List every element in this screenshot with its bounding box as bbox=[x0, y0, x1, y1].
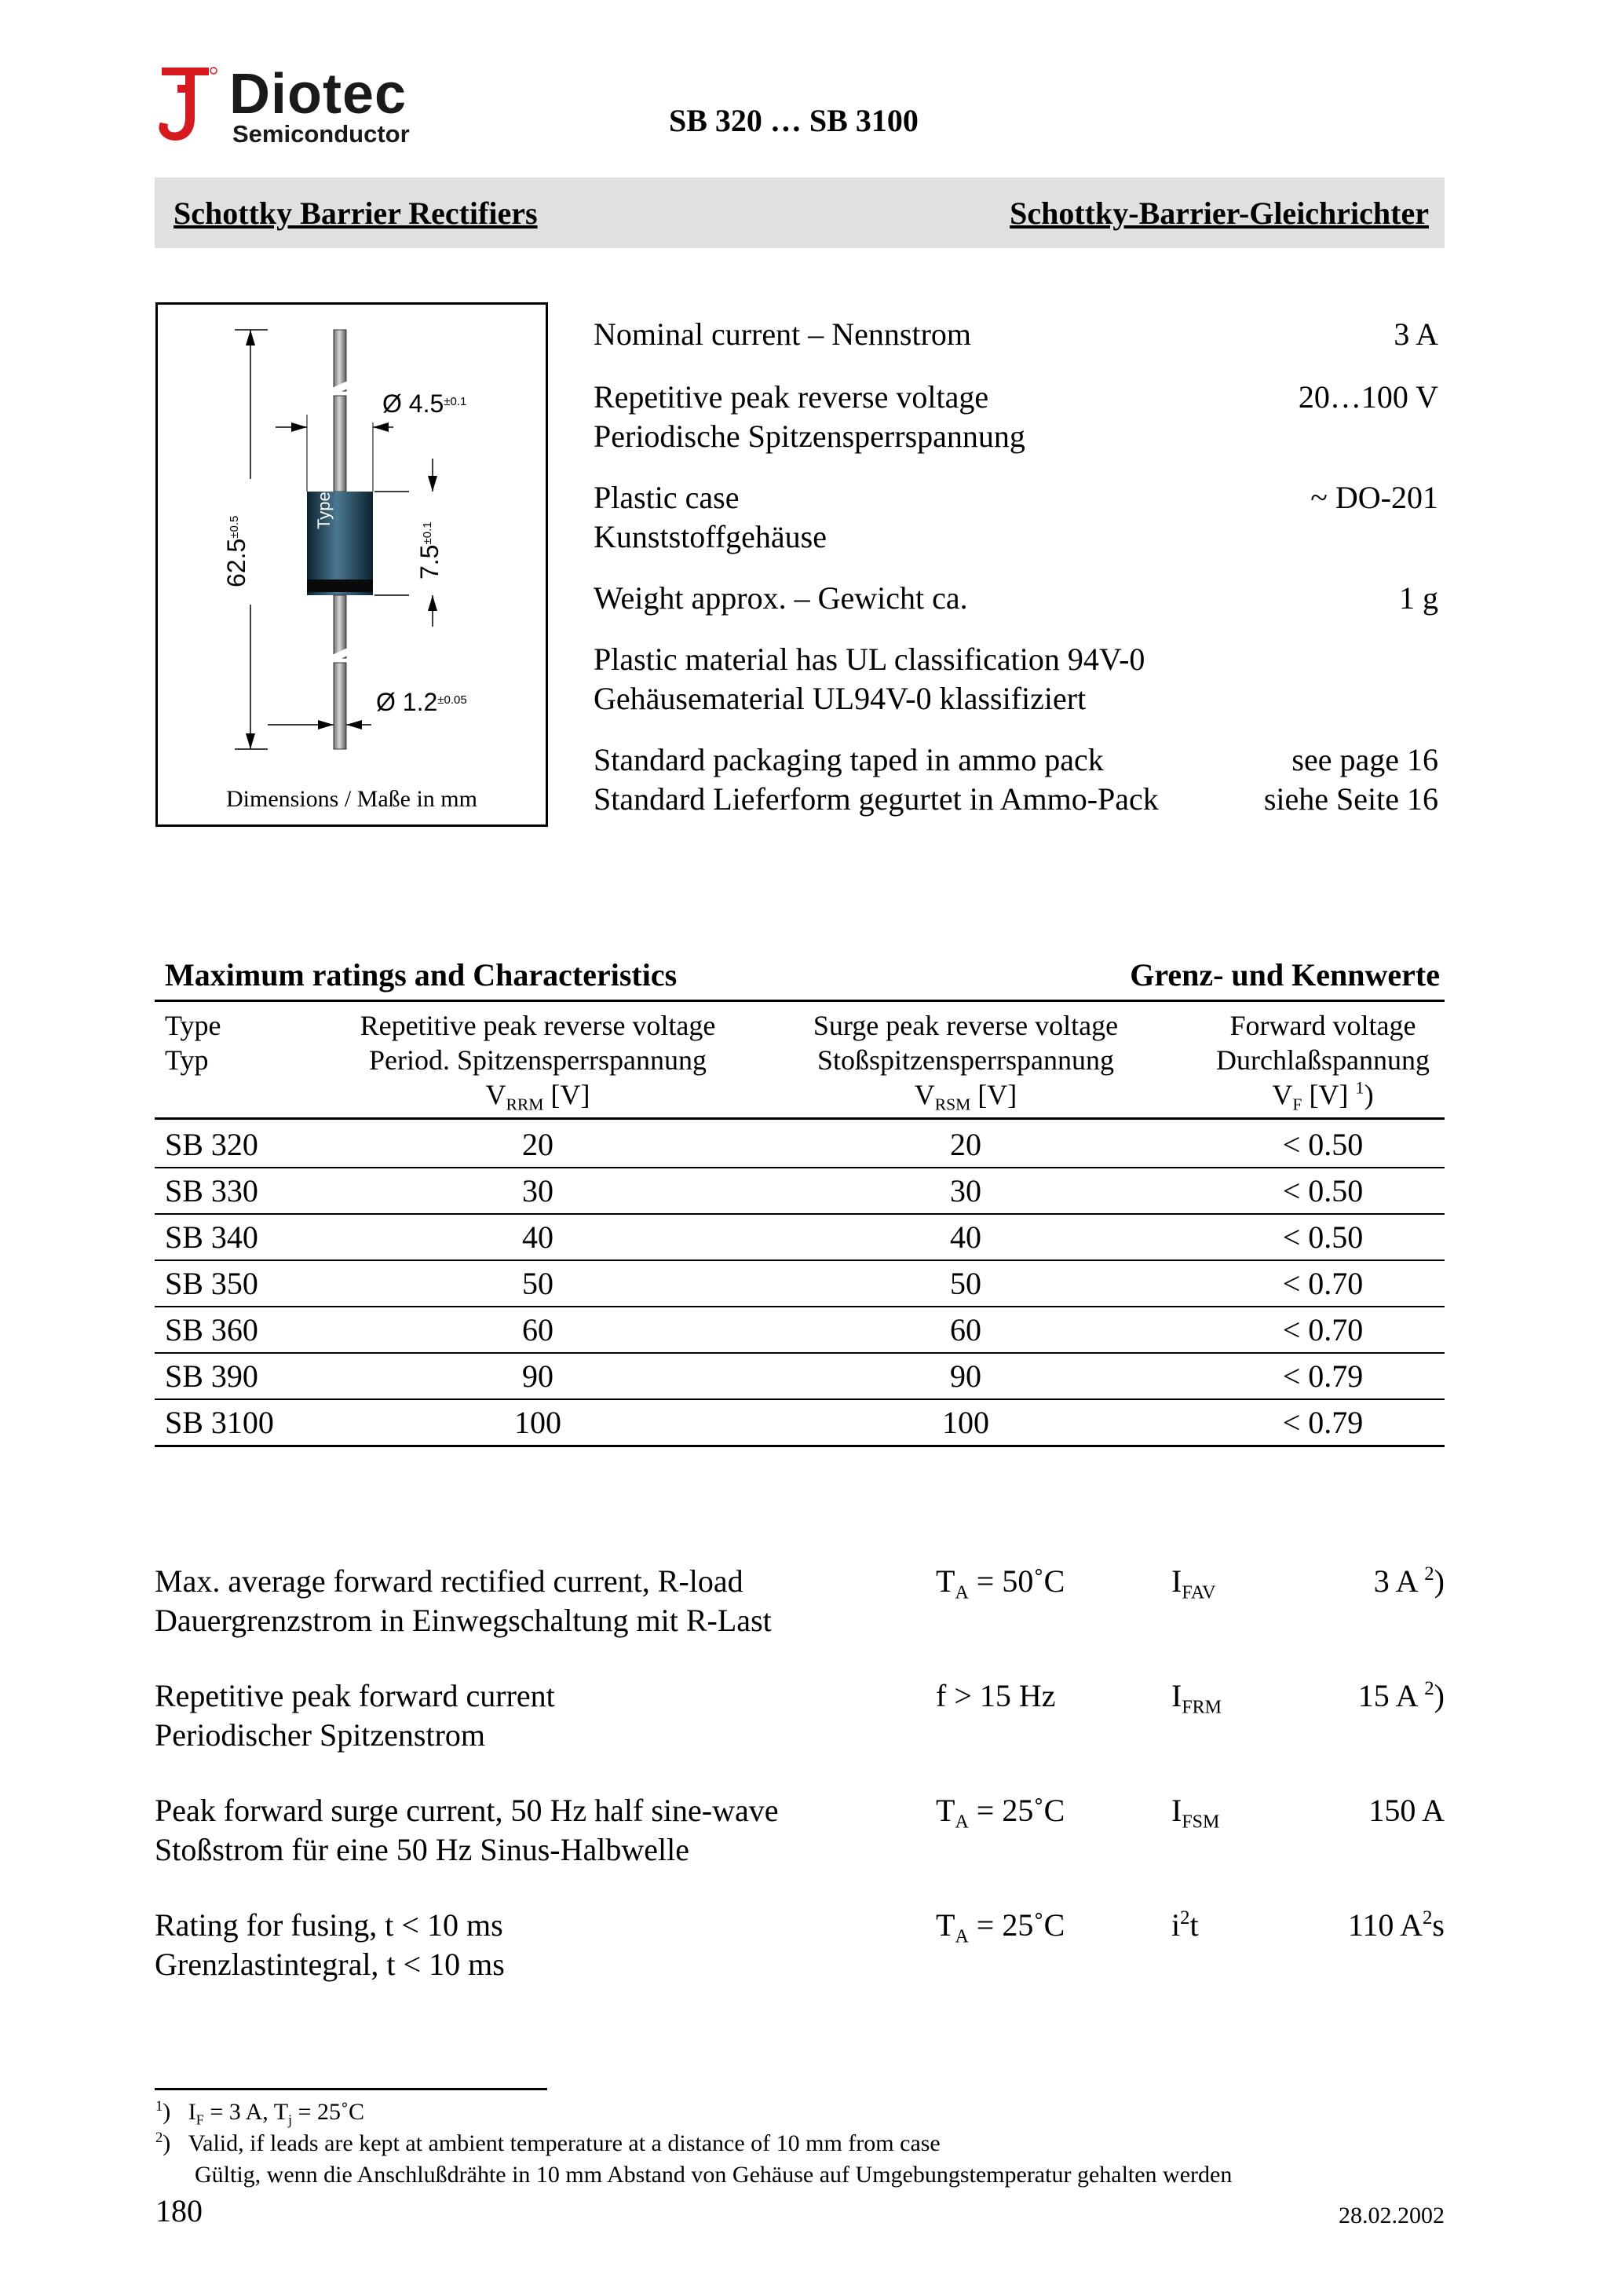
dim-body-diameter-tol: ±0.1 bbox=[444, 395, 467, 408]
rating-label: Max. average forward rectified current, R-load bbox=[155, 1563, 743, 1599]
rating-symbol: $I_{FRM}$ bbox=[1171, 1678, 1222, 1718]
dim-lead-diameter bbox=[376, 688, 467, 716]
footnote-rule bbox=[155, 2088, 547, 2090]
table-header-rule bbox=[155, 1117, 1445, 1120]
table-cell-type: SB 390 bbox=[165, 1358, 258, 1394]
table-cell: 60 bbox=[950, 1312, 981, 1347]
page-title: SB 320 … SB 3100 bbox=[669, 103, 919, 138]
rating-value: 3 A $^2$) bbox=[1373, 1563, 1445, 1599]
col-header-line: Surge peak reverse voltage bbox=[813, 1010, 1119, 1041]
diode-outline-drawing bbox=[158, 305, 546, 776]
dim-total-length-tol: ±0.5 bbox=[228, 515, 241, 539]
table-top-rule bbox=[155, 1000, 1445, 1002]
table-row-rule bbox=[155, 1398, 1445, 1400]
spec-nominal-current bbox=[594, 316, 1438, 353]
table-cell: 90 bbox=[522, 1358, 553, 1394]
spec-label-de: Kunststoffgehäuse bbox=[594, 519, 827, 554]
spec-reverse-voltage bbox=[594, 378, 1438, 457]
dim-lead-diameter-value: Ø 1.2 bbox=[376, 688, 438, 716]
rating-item bbox=[155, 1907, 1445, 1985]
table-cell: 60 bbox=[522, 1312, 553, 1347]
col-header-line-de: Durchlaßspannung bbox=[1216, 1044, 1430, 1076]
table-title-de: Grenz- und Kennwerte bbox=[1130, 957, 1440, 993]
rating-value: 110 $A^2s$ bbox=[1347, 1907, 1445, 1943]
spec-label: Weight approx. – Gewicht ca. bbox=[594, 580, 968, 616]
table-cell: 20 bbox=[950, 1127, 981, 1162]
table-row-rule bbox=[155, 1306, 1445, 1307]
table-cell: 20 bbox=[522, 1127, 553, 1162]
table-row-rule bbox=[155, 1352, 1445, 1354]
logo bbox=[154, 61, 437, 148]
table-cell-type: SB 350 bbox=[165, 1266, 258, 1301]
spec-ul-classification bbox=[594, 641, 1438, 719]
footnote-2: $^2$) Valid, if leads are kept at ambient temperature at a distance of 10 mm from case bbox=[155, 2129, 941, 2156]
table-cell-type: SB 360 bbox=[165, 1312, 258, 1347]
table-cell-type: SB 340 bbox=[165, 1219, 258, 1255]
footnote-1: $^1$) $I_F = 3$ A, $T_j$ = 25˚C bbox=[155, 2097, 364, 2128]
dim-body-length bbox=[415, 521, 444, 579]
col-header-symbol: $V_{RRM}$ [V] bbox=[485, 1079, 590, 1114]
spec-label-de: Standard Lieferform gegurtet in Ammo-Pack bbox=[594, 781, 1159, 817]
table-cell: < 0.50 bbox=[1282, 1219, 1364, 1255]
table-cell: 30 bbox=[522, 1173, 553, 1208]
spec-label: Repetitive peak reverse voltage bbox=[594, 379, 989, 415]
col-header-symbol: $V_F$ [V] $^1$) bbox=[1272, 1077, 1374, 1114]
title-banner bbox=[155, 177, 1445, 248]
table-row-rule bbox=[155, 1213, 1445, 1215]
spec-weight bbox=[594, 579, 1438, 617]
col-header-vrsm bbox=[754, 1008, 1178, 1112]
brand-name: Diotec bbox=[229, 63, 407, 126]
drawing-caption: Dimensions / Maße in mm bbox=[226, 786, 477, 812]
spec-label: Standard packaging taped in ammo pack bbox=[594, 742, 1104, 777]
rating-symbol: $I_{FSM}$ bbox=[1171, 1793, 1220, 1833]
rating-condition: $T_A$ = 50˚C bbox=[936, 1563, 1065, 1603]
col-header-line-de: Stoßspitzensperrspannung bbox=[817, 1044, 1114, 1076]
rating-value: 150 A bbox=[1368, 1793, 1445, 1828]
table-cell: < 0.70 bbox=[1282, 1312, 1364, 1347]
rating-item bbox=[155, 1677, 1445, 1756]
table-cell: 90 bbox=[950, 1358, 981, 1394]
spec-label-de: Periodische Spitzensperrspannung bbox=[594, 419, 1025, 454]
rating-label-de: Dauergrenzstrom in Einwegschaltung mit R-Last bbox=[155, 1603, 772, 1638]
dimension-drawing bbox=[155, 302, 548, 827]
spec-value-de: siehe Seite 16 bbox=[1263, 781, 1438, 817]
dim-body-length-tol: ±0.1 bbox=[421, 521, 434, 545]
dim-total-length bbox=[222, 516, 250, 587]
dim-body-diameter-value: Ø 4.5 bbox=[382, 389, 444, 418]
col-header-type bbox=[165, 1008, 322, 1077]
table-cell-type: SB 320 bbox=[165, 1127, 258, 1162]
rating-condition: $T_A$ = 25˚C bbox=[936, 1907, 1065, 1947]
rating-label: Peak forward surge current, 50 Hz half sine-wave bbox=[155, 1793, 779, 1828]
rating-symbol: $I_{FAV}$ bbox=[1171, 1563, 1216, 1603]
spec-value: ~ DO-201 bbox=[1310, 480, 1438, 515]
rating-label: Repetitive peak forward current bbox=[155, 1678, 555, 1713]
col-header-vrrm bbox=[314, 1008, 762, 1112]
col-header-line: Forward voltage bbox=[1229, 1010, 1416, 1041]
spec-packaging bbox=[594, 741, 1438, 820]
table-cell: 30 bbox=[950, 1173, 981, 1208]
table-cell: 50 bbox=[522, 1266, 553, 1301]
spec-value: 20…100 V bbox=[1298, 379, 1438, 415]
spec-plastic-case bbox=[594, 479, 1438, 558]
col-header-line: Type bbox=[165, 1010, 221, 1041]
rating-label-de: Stoßstrom für eine 50 Hz Sinus-Halbwelle bbox=[155, 1832, 689, 1867]
rating-label-de: Periodischer Spitzenstrom bbox=[155, 1717, 486, 1753]
dim-lead-diameter-tol: ±0.05 bbox=[437, 693, 467, 707]
spec-label-de: Gehäusematerial UL94V-0 klassifiziert bbox=[594, 681, 1087, 716]
rating-label-de: Grenzlastintegral, t < 10 ms bbox=[155, 1947, 505, 1982]
table-cell: < 0.70 bbox=[1282, 1266, 1364, 1301]
col-header-vf bbox=[1170, 1008, 1476, 1112]
footnote-2-de: Gültig, wenn die Anschlußdrähte in 10 mm Abstand von Gehäuse auf Umgebungstemperatur gehalten werden bbox=[195, 2162, 1233, 2188]
table-cell: 40 bbox=[522, 1219, 553, 1255]
page-number: 180 bbox=[155, 2193, 203, 2228]
table-row-rule bbox=[155, 1167, 1445, 1168]
banner-title-de: Schottky-Barrier-Gleichrichter bbox=[1010, 196, 1429, 231]
table-cell-type: SB 330 bbox=[165, 1173, 258, 1208]
table-cell-type: SB 3100 bbox=[165, 1405, 274, 1440]
revision-date: 28.02.2002 bbox=[1339, 2203, 1445, 2228]
rating-label: Rating for fusing, t < 10 ms bbox=[155, 1907, 503, 1943]
dim-body-length-value: 7.5 bbox=[415, 544, 444, 579]
table-row-rule bbox=[155, 1445, 1445, 1447]
diotec-logo-icon bbox=[154, 61, 220, 148]
dim-total-length-value: 62.5 bbox=[222, 538, 250, 587]
rating-item bbox=[155, 1792, 1445, 1870]
body-type-label: Type bbox=[314, 492, 334, 529]
table-cell: < 0.79 bbox=[1282, 1405, 1364, 1440]
rating-symbol: $i^2t$ bbox=[1171, 1907, 1199, 1943]
table-cell: < 0.79 bbox=[1282, 1358, 1364, 1394]
rating-condition: $T_A$ = 25˚C bbox=[936, 1793, 1065, 1833]
brand-subtitle: Semiconductor bbox=[232, 120, 410, 148]
spec-value: 1 g bbox=[1399, 580, 1438, 616]
table-cell: 50 bbox=[950, 1266, 981, 1301]
table-cell: 40 bbox=[950, 1219, 981, 1255]
spec-label: Plastic material has UL classification 94V-0 bbox=[594, 642, 1145, 677]
table-cell: < 0.50 bbox=[1282, 1173, 1364, 1208]
table-cell: 100 bbox=[942, 1405, 989, 1440]
spec-value: 3 A bbox=[1394, 316, 1438, 352]
table-row-rule bbox=[155, 1260, 1445, 1261]
rating-value: 15 A $^2$) bbox=[1357, 1678, 1445, 1713]
banner-title-en: Schottky Barrier Rectifiers bbox=[174, 196, 538, 231]
dim-body-diameter bbox=[382, 389, 466, 418]
col-header-symbol: $V_{RSM}$ [V] bbox=[914, 1079, 1017, 1114]
spec-label: Plastic case bbox=[594, 480, 740, 515]
col-header-line: Repetitive peak reverse voltage bbox=[360, 1010, 716, 1041]
col-header-line-de: Period. Spitzensperrspannung bbox=[369, 1044, 707, 1076]
rating-condition: f > 15 Hz bbox=[936, 1678, 1056, 1713]
rating-item bbox=[155, 1563, 1445, 1641]
table-cell: 100 bbox=[514, 1405, 561, 1440]
table-cell: < 0.50 bbox=[1282, 1127, 1364, 1162]
table-title-en: Maximum ratings and Characteristics bbox=[165, 957, 678, 993]
spec-label: Nominal current – Nennstrom bbox=[594, 316, 971, 352]
col-header-line-de: Typ bbox=[165, 1044, 209, 1076]
spec-value: see page 16 bbox=[1291, 742, 1438, 777]
